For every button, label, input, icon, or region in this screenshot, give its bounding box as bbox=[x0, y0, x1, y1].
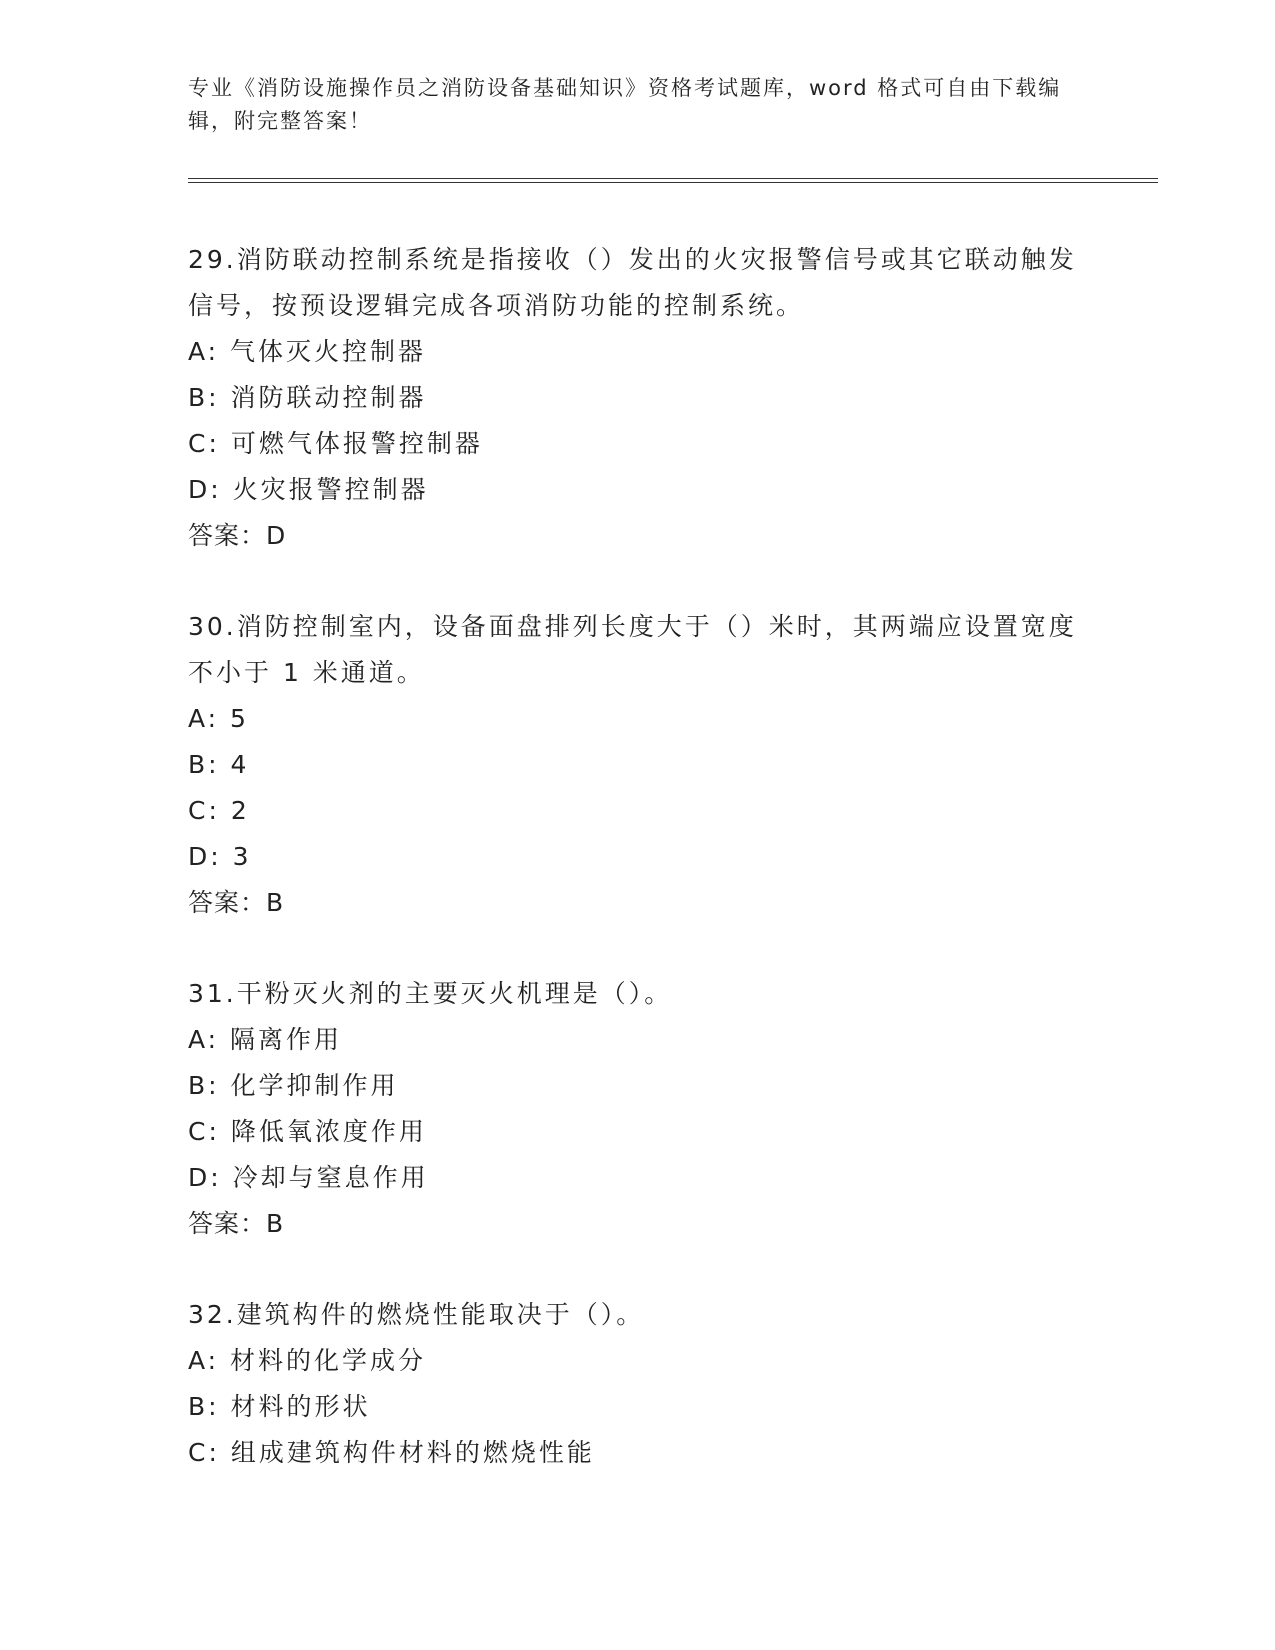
option-a: A: 5 bbox=[188, 704, 249, 733]
answer: 答案：B bbox=[188, 1209, 285, 1238]
header-rule-bottom bbox=[188, 182, 1158, 183]
question-29 bbox=[188, 237, 1088, 559]
option-a: A: 材料的化学成分 bbox=[188, 1346, 427, 1375]
question-30 bbox=[188, 604, 1088, 926]
question-text: 30.消防控制室内，设备面盘排列长度大于（）米时，其两端应设置宽度不小于 1 米通道。 bbox=[188, 612, 1077, 687]
option-d: D: 火灾报警控制器 bbox=[188, 475, 429, 504]
document-header: 专业《消防设施操作员之消防设备基础知识》资格考试题库，word 格式可自由下载编辑，附完整答案！ bbox=[188, 76, 1062, 133]
option-b: B: 化学抑制作用 bbox=[188, 1071, 399, 1100]
answer: 答案：B bbox=[188, 888, 285, 917]
question-list bbox=[188, 237, 1088, 1521]
option-c: C: 降低氧浓度作用 bbox=[188, 1117, 427, 1146]
option-a: A: 隔离作用 bbox=[188, 1025, 343, 1054]
question-31 bbox=[188, 971, 1088, 1247]
option-b: B: 消防联动控制器 bbox=[188, 383, 427, 412]
question-text: 32.建筑构件的燃烧性能取决于（）。 bbox=[188, 1300, 645, 1329]
question-text: 31.干粉灭火剂的主要灭火机理是（）。 bbox=[188, 979, 673, 1008]
option-c: C: 2 bbox=[188, 796, 250, 825]
option-c: C: 可燃气体报警控制器 bbox=[188, 429, 483, 458]
option-b: B: 4 bbox=[188, 750, 250, 779]
option-c: C: 组成建筑构件材料的燃烧性能 bbox=[188, 1438, 595, 1467]
option-a: A: 气体灭火控制器 bbox=[188, 337, 427, 366]
header-rule-top bbox=[188, 178, 1158, 179]
question-32 bbox=[188, 1292, 1088, 1476]
option-d: D: 冷却与窒息作用 bbox=[188, 1163, 429, 1192]
question-text: 29.消防联动控制系统是指接收（）发出的火灾报警信号或其它联动触发信号，按预设逻辑完成各项消防功能的控制系统。 bbox=[188, 245, 1077, 320]
option-b: B: 材料的形状 bbox=[188, 1392, 371, 1421]
option-d: D: 3 bbox=[188, 842, 252, 871]
answer: 答案：D bbox=[188, 521, 287, 550]
